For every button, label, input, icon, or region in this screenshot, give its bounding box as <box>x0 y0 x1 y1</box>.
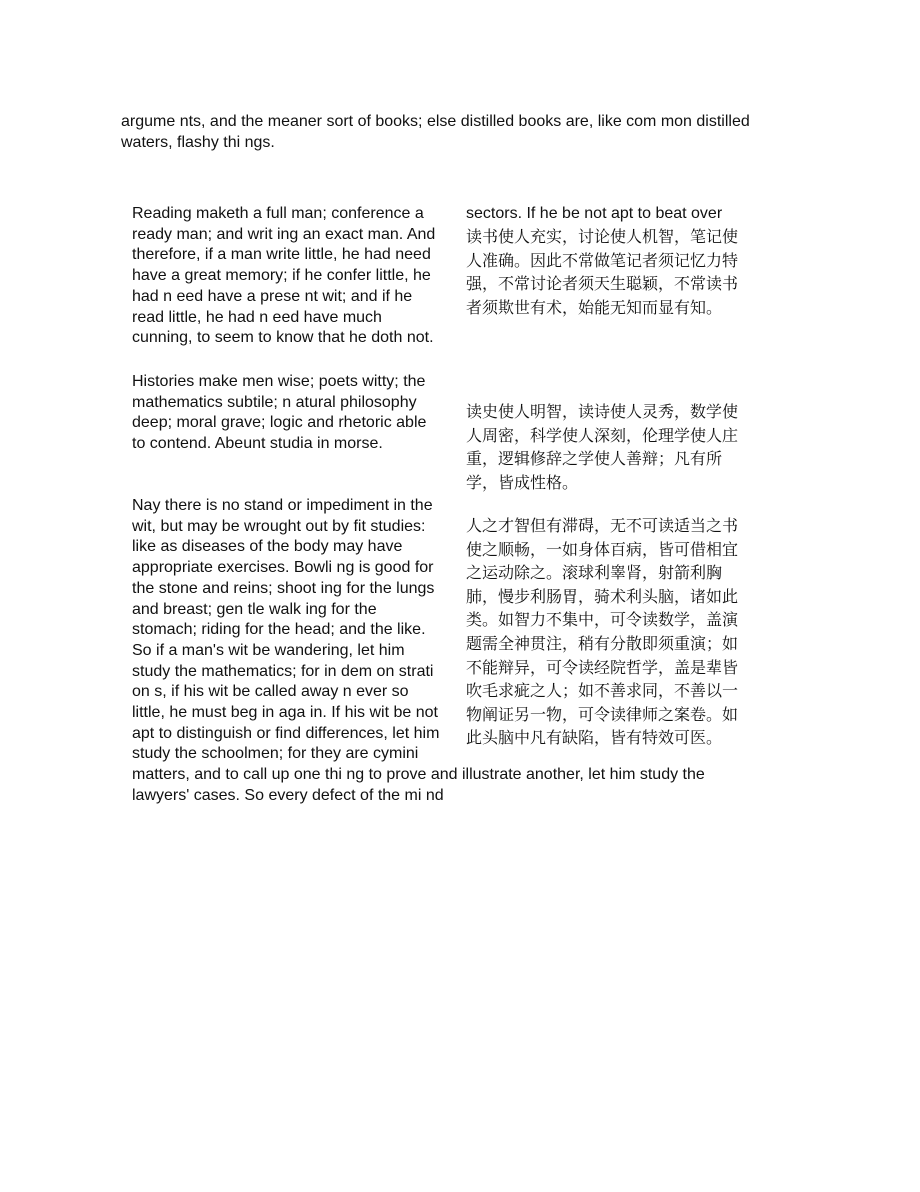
text-line: 类。如智力不集中，可令读数学，盖演 <box>466 610 739 630</box>
chinese-paragraph-impediment <box>466 514 738 750</box>
text-line: apt to distinguish or find differences, let him <box>132 724 440 742</box>
english-paragraph-reading <box>132 204 435 349</box>
text-line: 读书使人充实，讨论使人机智，笔记使 <box>466 227 739 246</box>
text-line: 此头脑中凡有缺陷，皆有特效可医。 <box>466 728 723 748</box>
text-line: Reading maketh a full man; conference a <box>132 205 424 222</box>
text-line: had n eed have a prese nt wit; and if he <box>132 287 413 305</box>
chinese-paragraph-histories <box>466 400 738 494</box>
text-line: lawyers' cases. So every defect of the mi nd <box>132 786 444 804</box>
text-line: waters, flashy thi ngs. <box>121 133 275 151</box>
text-line: study the schoolmen; for they are cymini <box>132 745 419 763</box>
chinese-paragraph-reading <box>466 204 738 319</box>
text-line: 人之才智但有滞碍，无不可读适当之书 <box>466 516 739 535</box>
text-line: on s, if his wit be called away n ever so <box>132 683 409 701</box>
text-line: 强，不常讨论者须天生聪颖，不常读书 <box>466 274 739 294</box>
text-line: study the mathematics; for in dem on strati <box>132 662 434 680</box>
text-line: have a great memory; if he confer little, he <box>132 267 431 285</box>
text-line: cunning, to seem to know that he doth not. <box>132 329 434 347</box>
intro-paragraph <box>121 112 750 153</box>
english-paragraph-histories <box>132 372 426 455</box>
text-line: sectors. If he be not apt to beat over <box>466 205 723 222</box>
text-line: 学，皆成性格。 <box>466 472 579 492</box>
text-line: 重，逻辑修辞之学使人善辩；凡有所 <box>466 449 723 469</box>
text-line: 不能辩异，可令读经院哲学，盖是辈皆 <box>466 657 739 677</box>
text-line: Histories make men wise; poets witty; the <box>132 373 426 390</box>
text-line: Nay there is no stand or impediment in the <box>132 497 433 514</box>
text-line: 肺，慢步利肠胃，骑术利头脑，诸如此 <box>466 586 739 606</box>
text-line: matters, and to call up one thi ng to prove and illustrate another, let him study the <box>132 766 705 784</box>
text-line: mathematics subtile; n atural philosophy <box>132 393 417 411</box>
text-line: the stone and reins; shoot ing for the lungs <box>132 579 435 597</box>
text-line: 之运动除之。滚球利睾肾，射箭利胸 <box>466 563 723 583</box>
text-line: 吹毛求疵之人；如不善求同，不善以一 <box>466 681 739 701</box>
text-line: ready man; and writ ing an exact man. And <box>132 225 436 243</box>
text-line: 题需全神贯注，稍有分散即须重演；如 <box>466 633 739 653</box>
text-line: 者须欺世有术，始能无知而显有知。 <box>466 297 723 317</box>
text-line: like as diseases of the body may have <box>132 538 403 556</box>
text-line: So if a man's wit be wandering, let him <box>132 641 405 659</box>
text-line: to contend. Abeunt studia in morse. <box>132 435 383 453</box>
text-line: argume nts, and the meaner sort of books; else distilled books are, like com mon distilled <box>121 113 750 130</box>
text-line: appropriate exercises. Bowli ng is good for <box>132 559 434 577</box>
text-line: stomach; riding for the head; and the like. <box>132 621 426 639</box>
text-line: wit, but may be wrought out by fit studies: <box>132 517 426 535</box>
text-line: 人准确。因此不常做笔记者须记忆力特 <box>466 250 739 270</box>
text-line: read little, he had n eed have much <box>132 308 382 326</box>
text-line: 物阐证另一物，可令读律师之案卷。如 <box>466 704 739 724</box>
text-line: little, he must beg in aga in. If his wit be not <box>132 704 438 722</box>
text-line: 人周密，科学使人深刻，伦理学使人庄 <box>466 425 739 445</box>
text-line: therefore, if a man write little, he had need <box>132 246 431 264</box>
text-line: 使之顺畅，一如身体百病，皆可借相宜 <box>466 539 739 559</box>
text-line: and breast; gen tle walk ing for the <box>132 600 377 618</box>
text-line: deep; moral grave; logic and rhetoric able <box>132 414 427 432</box>
text-line: 读史使人明智，读诗使人灵秀，数学使 <box>466 402 739 421</box>
